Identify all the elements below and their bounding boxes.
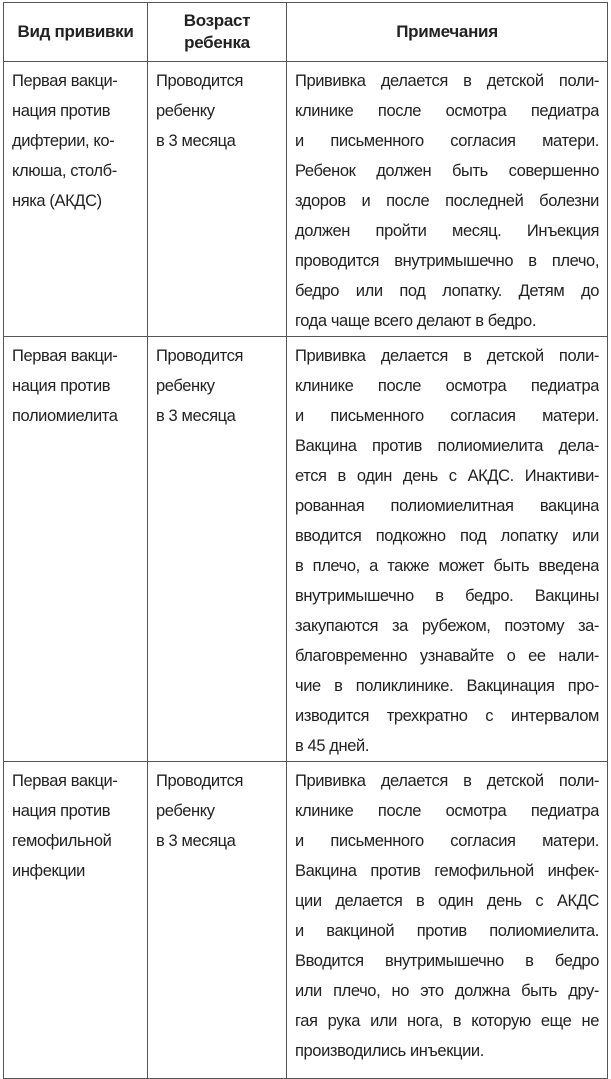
text-line: ребенку <box>156 377 215 395</box>
text-line: Проводится <box>156 347 244 365</box>
header-notes: Примечания <box>287 3 608 62</box>
text-line: и письменного согласия матери. <box>295 832 599 850</box>
text-line: Прививка делается в детской поли- <box>295 72 599 90</box>
text-line: в 3 месяца <box>156 407 236 425</box>
text-line: в 3 месяца <box>156 832 236 850</box>
text-line: изводится трехкратно с интервалом <box>295 707 599 725</box>
text-line: клинике после осмотра педиатра <box>295 102 599 120</box>
text-line: гая рука или нога, в которую еще не <box>295 1012 599 1030</box>
text-line: благовременно узнавайте о ее нали- <box>295 647 599 665</box>
child-age-cell <box>148 762 287 1079</box>
text-line: ется в один день с АКДС. Инактиви- <box>295 467 599 485</box>
text-line: Вакцина против гемофильной инфек- <box>295 862 599 880</box>
text-line: нация против <box>12 377 111 395</box>
text-line: Вводится внутримышечно в бедро <box>295 952 599 970</box>
vaccine-type-cell <box>4 762 148 1079</box>
header-child-age: Возраст ребенка <box>148 3 287 62</box>
text-line: Ребенок должен быть совершенно <box>295 162 599 180</box>
text-line: и письменного согласия матери. <box>295 407 599 425</box>
text-line: Первая вакци- <box>12 72 118 90</box>
text-line: клюша, столб- <box>12 162 117 180</box>
text-line: и письменного согласия матери. <box>295 132 599 150</box>
text-line: вводится подкожно под лопатку или <box>295 527 599 545</box>
text-line: должен пройти месяц. Инъекция <box>295 222 599 240</box>
text-line: здоров и после последней болезни <box>295 192 599 210</box>
text-line: ребенку <box>156 802 215 820</box>
text-line: дифтерии, ко- <box>12 132 115 150</box>
text-line: закупаются за рубежом, поэтому за- <box>295 617 599 635</box>
text-line: полиомиелита <box>12 407 118 425</box>
text-line: ребенку <box>156 102 215 120</box>
text-line: клинике после осмотра педиатра <box>295 802 599 820</box>
text-line: Прививка делается в детской поли- <box>295 772 599 790</box>
notes-cell <box>287 62 608 337</box>
text-line: няка (АКДС) <box>12 192 102 210</box>
notes-cell <box>287 337 608 762</box>
vaccination-table <box>3 2 608 1079</box>
table-row <box>4 62 608 337</box>
child-age-cell <box>148 337 287 762</box>
text-line: нация против <box>12 802 111 820</box>
text-line: производились инъекции. <box>295 1042 484 1060</box>
text-line: в 45 дней. <box>295 737 370 755</box>
table-row <box>4 337 608 762</box>
text-line: гемофильной <box>12 832 112 850</box>
text-line: ции делается в один день с АКДС <box>295 892 599 910</box>
vaccine-type-cell <box>4 337 148 762</box>
text-line: или плечо, но это должна быть дру- <box>295 982 599 1000</box>
notes-cell <box>287 762 608 1079</box>
child-age-cell <box>148 62 287 337</box>
header-vaccine-type: Вид прививки <box>4 3 148 62</box>
text-line: Проводится <box>156 72 244 90</box>
text-line: в плечо, а также может быть введена <box>295 557 599 575</box>
text-line: бедро или под лопатку. Детям до <box>295 282 599 300</box>
text-line: чие в поликлинике. Вакцинация про- <box>295 677 599 695</box>
vaccine-type-cell <box>4 62 148 337</box>
text-line: инфекции <box>12 862 85 880</box>
text-line: Проводится <box>156 772 244 790</box>
text-line: клинике после осмотра педиатра <box>295 377 599 395</box>
text-line: Прививка делается в детской поли- <box>295 347 599 365</box>
text-line: внутримышечно в бедро. Вакцины <box>295 587 599 605</box>
text-line: проводится внутримышечно в плечо, <box>295 252 599 270</box>
text-line: в 3 месяца <box>156 132 236 150</box>
text-line: Первая вакци- <box>12 347 118 365</box>
text-line: нация против <box>12 102 111 120</box>
table-row <box>4 762 608 1079</box>
text-line: рованная полиомиелитная вакцина <box>295 497 599 515</box>
text-line: Вакцина против полиомиелита дела- <box>295 437 599 455</box>
text-line: и вакциной против полиомиелита. <box>295 922 599 940</box>
text-line: Первая вакци- <box>12 772 118 790</box>
header-row <box>4 3 608 62</box>
text-line: года чаще всего делают в бедро. <box>295 312 537 330</box>
